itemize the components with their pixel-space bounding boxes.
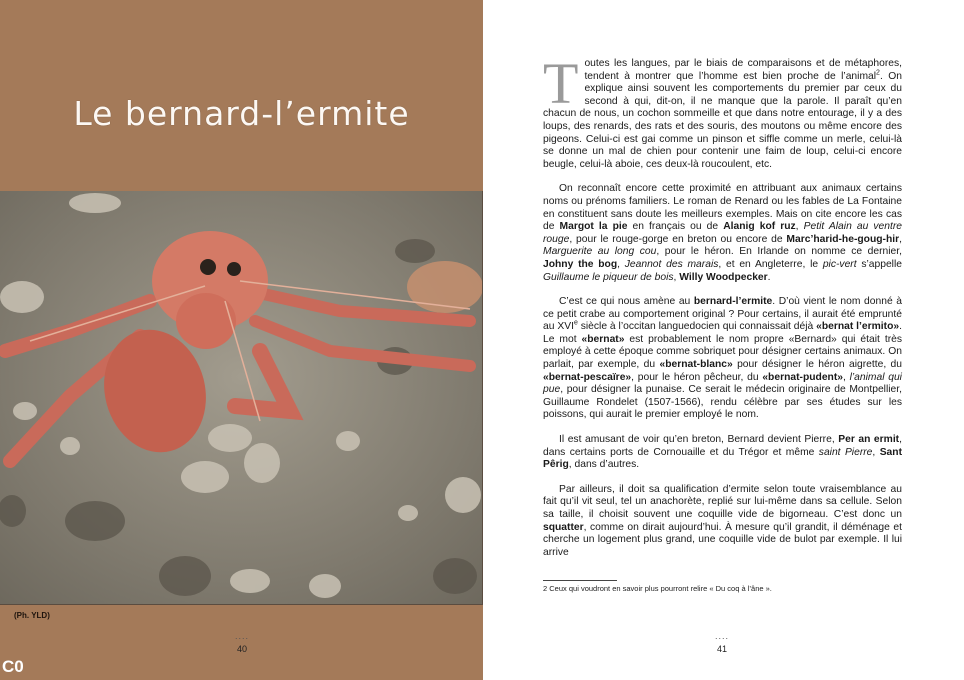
hermit-crab-illustration (0, 191, 482, 604)
bold-term: «bernat l’ermito» (816, 321, 900, 333)
text-run: outes les langues, par le biais de comparaisons et de métaphores, tendent à montrer que l’homme est bien proche de l’animal (584, 58, 902, 82)
italic-term: Petit Alain au ventre rouge (543, 221, 902, 245)
text-run: Il est amusant de voir qu’en breton, Bernard devient Pierre, (559, 434, 839, 446)
footnote-rule (543, 580, 617, 581)
text-run: , et en Angleterre, le (718, 258, 823, 270)
text-run: . Le mot (543, 321, 902, 345)
text-run: , (843, 371, 850, 383)
text-run: , (899, 233, 902, 245)
bold-term: «bernat» (581, 333, 625, 345)
italic-term: Marguerite au long cou (543, 246, 657, 258)
hermit-crab-photo (0, 191, 483, 605)
text-run: , (872, 446, 880, 458)
bold-term: «bernat-pescaïre» (543, 371, 632, 383)
paragraph (543, 183, 902, 284)
paragraph (543, 434, 902, 472)
text-run: , pour le héron. En Irlande on nomme ce dernier, (656, 246, 903, 258)
text-run: , pour le héron pêcheur, du (631, 371, 763, 383)
text-run: Par ailleurs, il doit sa qualification d’ermite selon toute vraisemblance au fait qu’il vit seul, tel un anachorète, replié sur lui-même dans sa cellule. Selon sa taille, il choisit souvent une coquille vide de bigorneau. C’est donc un (543, 483, 902, 520)
bold-term: Johny the bog (543, 258, 618, 270)
paragraph (543, 51, 902, 171)
corner-mark: C0 (2, 657, 24, 676)
paragraph (543, 296, 902, 422)
text-run: siècle à l’occitan languedocien qui connaissait déjà (577, 321, 817, 333)
footnote-ref: 2 (876, 69, 880, 77)
paragraph (543, 484, 902, 560)
text-run: , dans certains ports de Cornouaille et du Trégor et même (543, 434, 902, 458)
text-run: est probablement le nom propre «Bernard» qui était très employé à cette époque comme sobriquet pour désigner certains animaux. On parlait, par exemple, du (543, 333, 903, 371)
italic-term: l’animal qui pue (543, 371, 902, 396)
photo-credit: (Ph. YLD) (14, 611, 50, 620)
bold-term: squatter (543, 521, 584, 533)
text-run: . On explique ainsi souvent les comportements du premier par ceux du second à qui, dit-on, il ne manque que la parole. Il paraît qu’en chacun de nous, un cochon sommeille et que dans notre entourage, il y a des loups, des renards, des rats et des souris, des moutons ou même encore des pigeons. Celui-ci est gai comme un pinson et siffle comme un merle, celui-là se donne un mal de chien pour contenir une faim de loup, celui-ci encore beugle, celui-là aboie, ces deux-là roucoulent, etc. (543, 70, 902, 170)
text-run: pour désigner le héron aigrette, du (732, 359, 902, 371)
bold-term: bernard-l’ermite (693, 296, 773, 308)
italic-term: Jeannot des marais (624, 258, 719, 270)
bold-term: «bernat-blanc» (659, 359, 733, 371)
text-run: C’est ce qui nous amène au (559, 296, 694, 308)
text-run: , (673, 271, 680, 283)
page-dots: .... (714, 631, 729, 641)
bold-term: Sant Pêrig (543, 446, 903, 471)
text-run: , (617, 258, 625, 270)
italic-term: saint Pierre (818, 446, 873, 458)
text-run: , pour désigner la punaise. Ce serait le médecin originaire de Montpellier, Guillaume Rondelet (1507-1566), rendu célèbre par ses études sur les poissons, qui aurait le premier employé le nom. (543, 384, 902, 421)
page-dots: .... (234, 631, 249, 641)
text-run: , (795, 221, 804, 233)
text-run: en français ou de (627, 221, 724, 233)
italic-term: Guillaume le piqueur de bois (543, 271, 674, 283)
superscript: e (573, 319, 578, 327)
dropcap: T (543, 51, 579, 116)
italic-term: pic-vert (822, 258, 857, 270)
chapter-title: Le bernard-l’ermite (73, 94, 410, 133)
text-run: , pour le rouge-gorge en breton ou encore de (569, 233, 787, 245)
text-run: , comme on dirait aujourd’hui. À mesure qu’il grandit, il déménage et cherche un logement plus grand, une coquille vide de bulot par exemple. Il lui arrive (543, 521, 902, 558)
text-run: On reconnaît encore cette proximité en attribuant aux animaux certains noms ou prénoms familiers. Le roman de Renard ou les fables de La Fontaine en constituent sans doute les meilleurs exemples. Mais on cite encore les cas de (543, 183, 902, 233)
page-number-right: 41 (716, 644, 727, 654)
text-run: . (767, 271, 771, 283)
text-run: s’appelle (856, 258, 902, 270)
bold-term: Per an ermit (838, 434, 900, 446)
text-run: , dans d’autres. (568, 459, 640, 471)
text-run: . D’où vient le nom donné à ce petit crabe au comportement original ? Pour certains, il aurait été emprunté au XVI (543, 296, 902, 333)
bold-term: Alanig kof ruz (723, 221, 796, 233)
bold-term: Willy Woodpecker (679, 271, 768, 283)
body-text (543, 51, 903, 571)
bold-term: Margot la pie (559, 221, 628, 233)
bold-term: Marc’harid-he-goug-hir (786, 233, 900, 245)
page-number-left: 40 (236, 644, 247, 654)
bold-term: «bernat-pudent» (762, 371, 843, 383)
footnote: 2 Ceux qui voudront en savoir plus pourront relire « Du coq à l’âne ». (543, 584, 772, 593)
